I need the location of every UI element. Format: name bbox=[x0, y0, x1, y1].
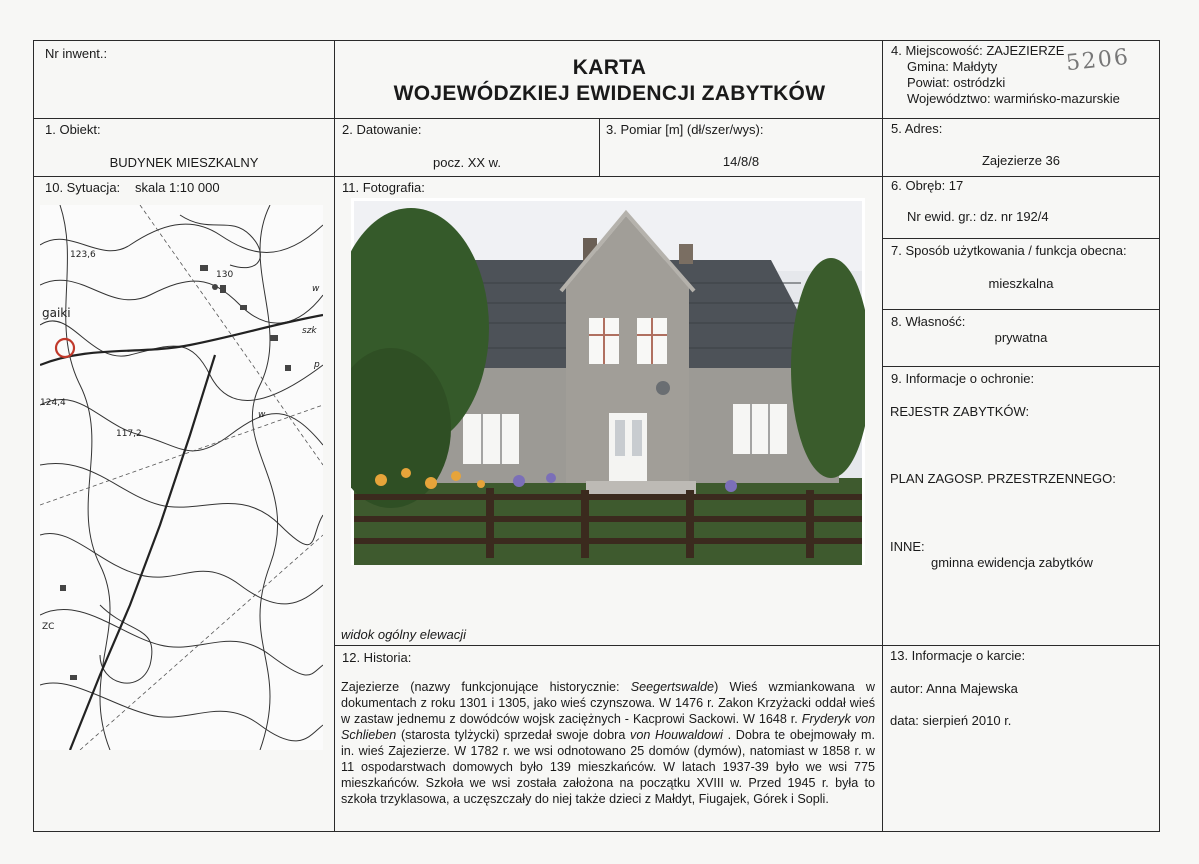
building-photo bbox=[351, 198, 865, 565]
photo-caption: widok ogólny elewacji bbox=[341, 627, 467, 642]
topographic-map bbox=[40, 205, 323, 750]
rejestr-label: REJESTR ZABYTKÓW: bbox=[890, 404, 1030, 419]
karta-autor: autor: Anna Majewska bbox=[890, 681, 1018, 696]
historia-name-schlieben: Fryderyk von Schlieben bbox=[341, 712, 875, 742]
divider-r8 bbox=[882, 366, 1160, 367]
adres-label: 5. Adres: bbox=[891, 121, 943, 136]
title-line1: KARTA bbox=[572, 56, 647, 79]
historia-name-seegertswalde: Seegertswalde bbox=[630, 680, 715, 694]
map-label-2: 130 bbox=[216, 270, 234, 280]
wlasnosc-label: 8. Własność: bbox=[891, 314, 966, 329]
historia-part-2: ) Wieś wzmiankowana w dokumentach z roku 1301 i 1305, jako wieś czynszowa. W 1476 r. Zakon Krzyżacki oddał wieś w zastaw jednemu z dowódców wojsk zaciężnych - Kacprowi Sackowi. W 1648 r. bbox=[341, 680, 875, 726]
inne-value: gminna ewidencja zabytków bbox=[931, 555, 1093, 570]
inne-label: INNE: bbox=[890, 539, 925, 554]
wlasnosc-value: prywatna bbox=[994, 330, 1048, 345]
karta-label: 13. Informacje o karcie: bbox=[890, 648, 1026, 663]
divider-r7 bbox=[882, 309, 1160, 310]
border-right bbox=[1159, 40, 1160, 832]
historia-part-1: Zajezierze (nazwy funkcjonujące historycznie: bbox=[341, 680, 631, 694]
location-label: 4. Miejscowość: ZAJEZIERZE bbox=[891, 43, 1065, 58]
gmina-value: Gmina: Małdyty bbox=[907, 59, 998, 74]
divider-r6 bbox=[882, 238, 1160, 239]
datowanie-label: 2. Datowanie: bbox=[342, 122, 422, 137]
nr-ewid-value: Nr ewid. gr.: dz. nr 192/4 bbox=[907, 209, 1049, 224]
map-label-7: w bbox=[312, 284, 320, 294]
nr-inwent-label: Nr inwent.: bbox=[45, 46, 108, 61]
map-label-5: 124,4 bbox=[40, 398, 66, 408]
pomiar-value: 14/8/8 bbox=[722, 154, 760, 169]
divider-header bbox=[33, 118, 1160, 119]
sytuacja-scale: skala 1:10 000 bbox=[135, 180, 220, 195]
wojewodztwo-value: Województwo: warmińsko-mazurskie bbox=[907, 91, 1120, 106]
map-label-9: p bbox=[314, 360, 320, 370]
map-label-10: ZC bbox=[42, 622, 55, 632]
obiekt-value: BUDYNEK MIESZKALNY bbox=[109, 155, 259, 170]
obiekt-label: 1. Obiekt: bbox=[45, 122, 101, 137]
historia-part-4: . Dobra te obejmowały m. in. wieś Zajezierze. W 1782 r. we wsi odnotowano 25 domów (dymów), natomiast w 1858 r. w 11 ospodarstwach domowych było 139 mieszkańców. W latach 1937-39 było we wsi 775 mieszkańców. Szkoła we wsi została założona na początku XVIII w. Przed 1945 r. była to szkoła trzyklasowa, a uczęszczały do niej także dzieci z Małdyt, Fiugajek, Górek i Sopli. bbox=[341, 728, 875, 806]
sposob-value: mieszkalna bbox=[988, 276, 1054, 291]
title-line2: WOJEWÓDZKIEJ EWIDENCJI ZABYTKÓW bbox=[393, 82, 826, 105]
sposob-label: 7. Sposób użytkowania / funkcja obecna: bbox=[891, 243, 1127, 258]
obreb-label: 6. Obręb: 17 bbox=[891, 178, 964, 193]
fotografia-label: 11. Fotografia: bbox=[342, 180, 425, 195]
ochrona-label: 9. Informacje o ochronie: bbox=[891, 371, 1035, 386]
situation-map bbox=[40, 205, 323, 750]
sytuacja-label: 10. Sytuacja: bbox=[45, 180, 121, 195]
historia-text bbox=[341, 679, 875, 807]
handwritten-number: 5206 bbox=[1064, 44, 1132, 77]
datowanie-value: pocz. XX w. bbox=[433, 155, 501, 170]
map-label-4: szk bbox=[302, 326, 317, 336]
map-label-3: gaiki bbox=[42, 306, 71, 320]
map-label-8: w bbox=[258, 410, 266, 420]
pomiar-label: 3. Pomiar [m] (dł/szer/wys): bbox=[606, 122, 764, 137]
historia-label: 12. Historia: bbox=[342, 650, 412, 665]
border-bottom bbox=[33, 831, 1160, 832]
powiat-value: Powiat: ostródzki bbox=[907, 75, 1006, 90]
map-label-1: 123,6 bbox=[70, 250, 96, 260]
divider-row2 bbox=[33, 176, 1160, 177]
house-photograph bbox=[351, 198, 865, 565]
divider-history bbox=[334, 645, 1160, 646]
border-top bbox=[33, 40, 1160, 41]
plan-label: PLAN ZAGOSP. PRZESTRZENNEGO: bbox=[890, 471, 1116, 486]
karta-data: data: sierpień 2010 r. bbox=[890, 713, 1012, 728]
historia-part-3: (starosta tylżycki) sprzedał swoje dobra bbox=[396, 728, 631, 742]
map-label-6: 117,2 bbox=[116, 429, 142, 439]
adres-value: Zajezierze 36 bbox=[981, 153, 1061, 168]
historia-name-houwald: von Houwaldowi bbox=[630, 728, 723, 742]
